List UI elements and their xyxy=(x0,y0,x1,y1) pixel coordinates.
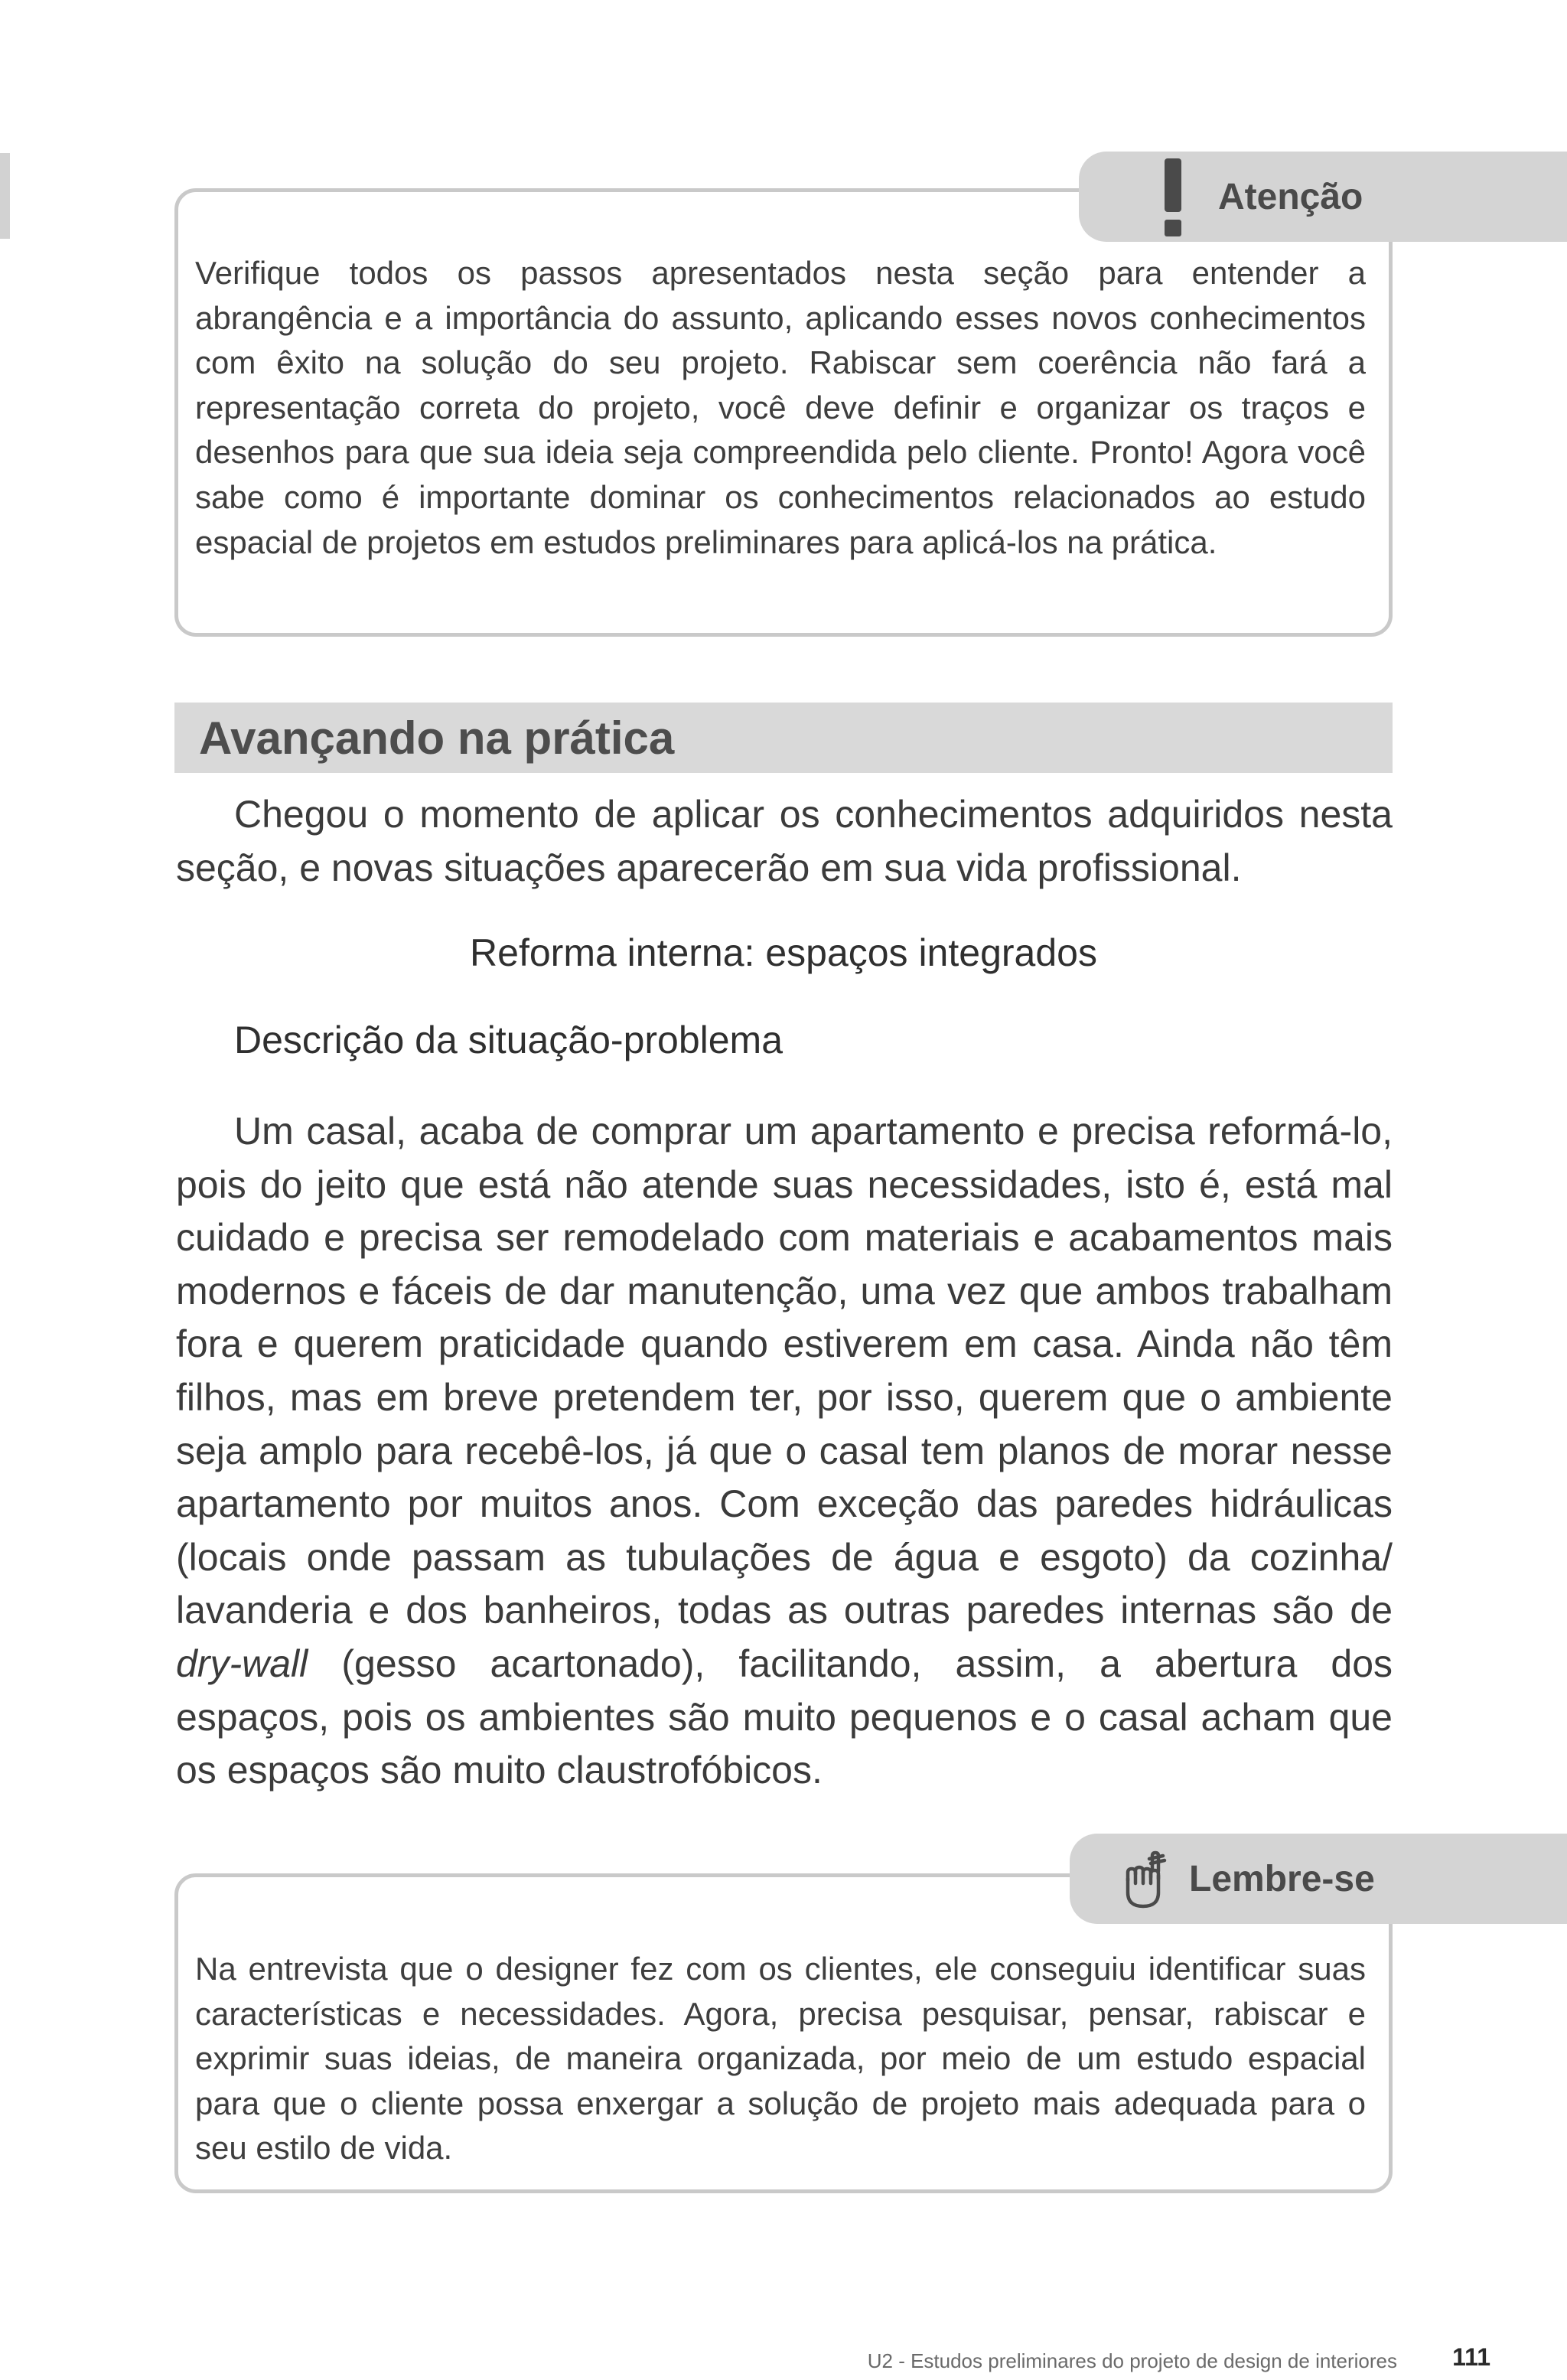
scenario-title: Reforma interna: espaços integrados xyxy=(470,931,1097,974)
hand-reminder-icon xyxy=(1119,1848,1168,1909)
remember-tab xyxy=(1070,1834,1567,1924)
section-header xyxy=(174,703,1393,773)
page-number: 111 xyxy=(1452,2343,1490,2371)
problem-text-part-1: Um casal, acaba de comprar um apartamento e precisa reformá-lo, pois do jeito que está não atende suas necessidades, isto é, está mal cuidado e precisa ser remodelado com materiais e acabamentos mais modernos e fáceis de dar manutenção, uma vez que ambos trabalham fora e querem praticidade quando estiverem em casa. Ainda não têm filhos, mas em breve pretendem ter, por isso, querem que o ambiente seja amplo para recebê-los, já que o casal tem planos de morar nesse apartamento por muitos anos. Com exceção das paredes hidráulicas (locais onde passam as tubulações de água e esgoto) da cozinha/ lavanderia e dos banheiros, todas as outras paredes internas são de xyxy=(176,1110,1393,1632)
page-edge-marker xyxy=(0,153,10,239)
running-footer: U2 - Estudos preliminares do projeto de design de interiores xyxy=(867,2349,1397,2372)
attention-label: Atenção xyxy=(1218,176,1363,217)
problem-heading: Descrição da situação-problema xyxy=(234,1019,784,1061)
section-title: Avançando na prática xyxy=(199,712,675,764)
attention-tab xyxy=(1079,152,1567,242)
problem-paragraph xyxy=(176,1105,1393,1798)
remember-label: Lembre-se xyxy=(1189,1858,1375,1899)
attention-text: Verifique todos os passos apresentados nesta seção para entender a abrangência e a importância do assunto, aplicando esses novos conhecimentos com êxito na solução do seu projeto. Rabiscar sem coerência não fará a representação correta do projeto, você deve definir e organizar os traços e desenhos para que sua ideia seja compreendida pelo cliente. Pronto! Agora você sabe como é importante dominar os conhecimentos relacionados ao estudo espacial de projetos em estudos preliminares para aplicá-los na prática. xyxy=(195,255,1366,560)
intro-paragraph: Chegou o momento de aplicar os conhecimentos adquiridos nesta seção, e novas situações aparecerão em sua vida profissional. xyxy=(176,793,1393,889)
exclamation-icon xyxy=(1154,158,1191,235)
remember-text: Na entrevista que o designer fez com os clientes, ele conseguiu identificar suas características e necessidades. Agora, precisa pesquisar, pensar, rabiscar e exprimir suas ideias, de maneira organizada, por meio de um estudo espacial para que o cliente possa enxergar a solução de projeto mais adequada para o seu estilo de vida. xyxy=(195,1951,1366,2166)
problem-text-italic: dry-wall xyxy=(176,1642,308,1685)
problem-text-part-2: (gesso acartonado), facilitando, assim, a abertura dos espaços, pois os ambientes são muito pequenos e o casal acham que os espaços são muito claustrofóbicos. xyxy=(176,1642,1393,1792)
